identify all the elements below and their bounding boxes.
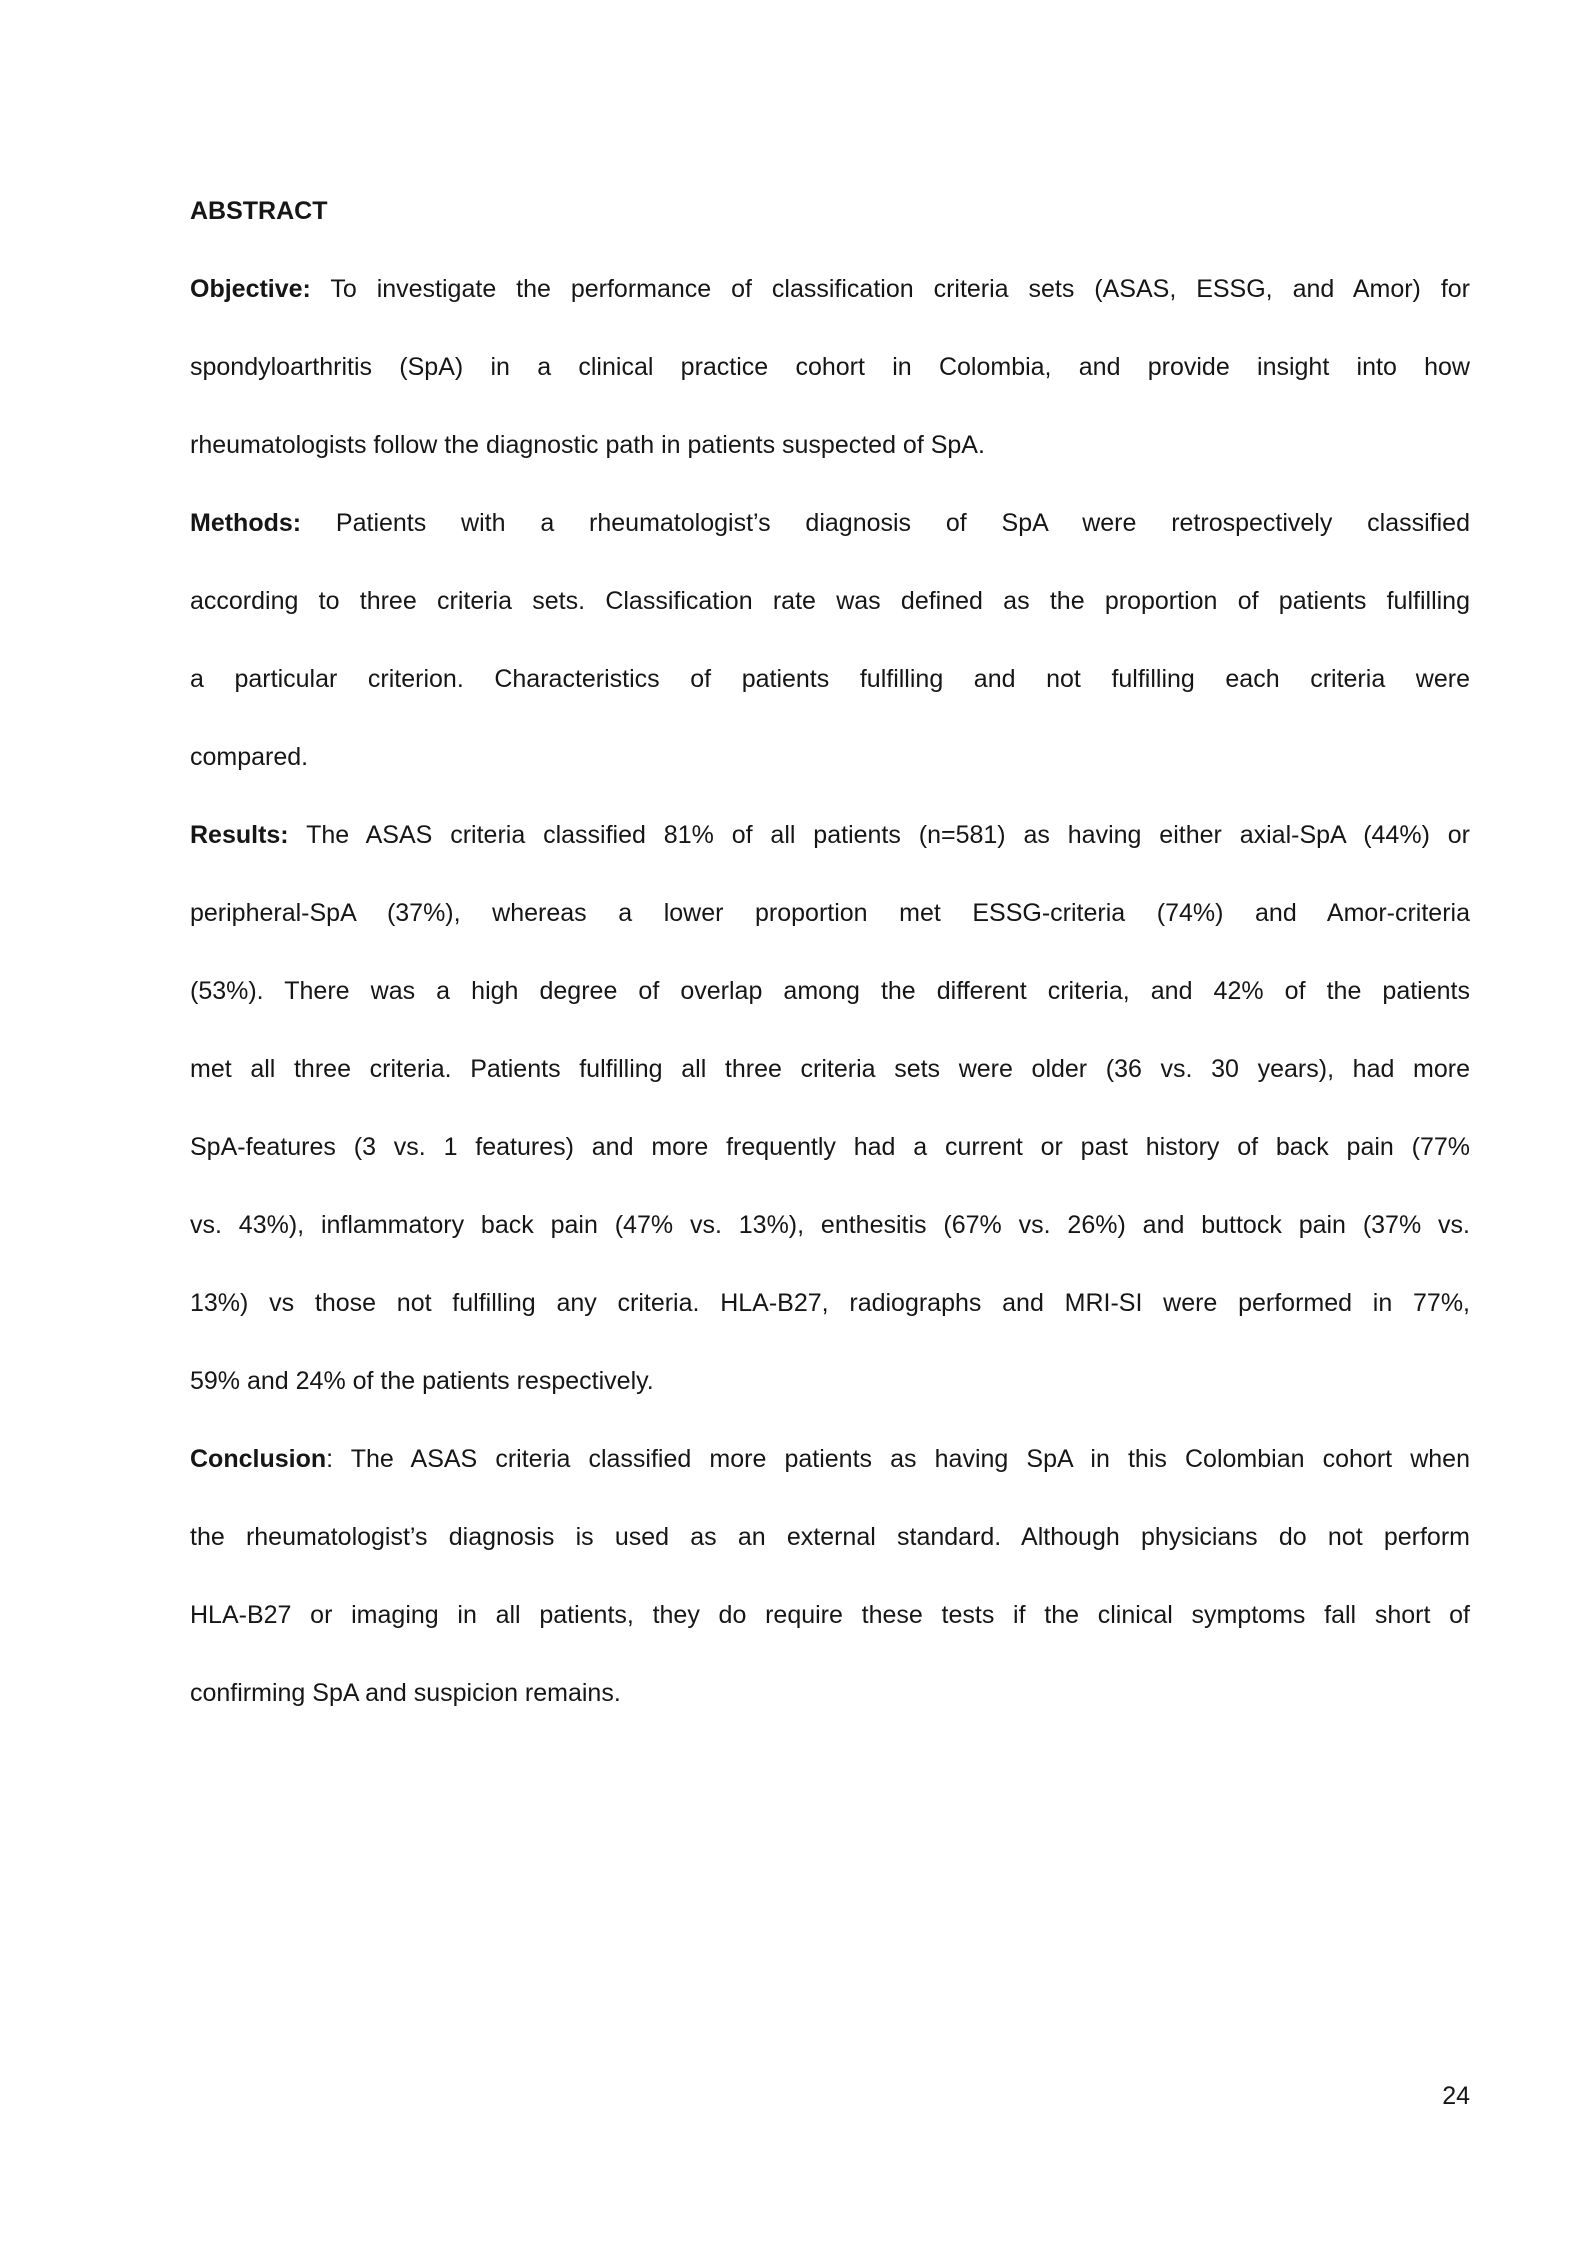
- text-line: [190, 1108, 1470, 1186]
- line-text: the rheumatologist’s diagnosis is used as an external standard. Although physicians do not perform: [190, 1523, 1470, 1551]
- text-line: [190, 874, 1470, 952]
- text-line: [190, 484, 1470, 562]
- text-line: [190, 718, 1470, 796]
- text-line: [190, 1264, 1470, 1342]
- paragraph-label: Conclusion: [190, 1445, 327, 1473]
- line-text: according to three criteria sets. Classification rate was defined as the proportion of patients fulfilling: [190, 587, 1470, 615]
- section-heading: ABSTRACT: [190, 197, 328, 225]
- line-text: SpA-features (3 vs. 1 features) and more frequently had a current or past history of back pain (77%: [190, 1133, 1470, 1161]
- line-text: spondyloarthritis (SpA) in a clinical practice cohort in Colombia, and provide insight into how: [190, 353, 1470, 381]
- text-line: [190, 562, 1470, 640]
- line-text: a particular criterion. Characteristics of patients fulfilling and not fulfilling each criteria were: [190, 665, 1470, 693]
- line-text: rheumatologists follow the diagnostic path in patients suspected of SpA.: [190, 431, 985, 459]
- line-text: met all three criteria. Patients fulfilling all three criteria sets were older (36 vs. 30 years), had more: [190, 1055, 1470, 1083]
- line-text: To investigate the performance of classification criteria sets (ASAS, ESSG, and Amor) for: [310, 275, 1470, 303]
- line-text: (53%). There was a high degree of overlap among the different criteria, and 42% of the patients: [190, 977, 1470, 1005]
- text-line: [190, 1420, 1470, 1498]
- text-line: [190, 1498, 1470, 1576]
- text-line: [190, 796, 1470, 874]
- text-line: [190, 1342, 1470, 1420]
- text-line: [190, 1030, 1470, 1108]
- paragraph-label: Objective:: [190, 275, 311, 303]
- text-line: [190, 1576, 1470, 1654]
- paragraph-label: Results:: [190, 821, 289, 849]
- abstract-section: [190, 172, 1470, 1732]
- text-line: [190, 406, 1470, 484]
- text-line: [190, 328, 1470, 406]
- line-text: The ASAS criteria classified 81% of all patients (n=581) as having either axial-SpA (44%) or: [288, 821, 1470, 849]
- line-text: HLA-B27 or imaging in all patients, they do require these tests if the clinical symptoms fall short of: [190, 1601, 1470, 1629]
- line-text: Patients with a rheumatologist’s diagnosis of SpA were retrospectively classified: [301, 509, 1470, 537]
- line-text: 13%) vs those not fulfilling any criteria. HLA-B27, radiographs and MRI-SI were performed in 77%,: [190, 1289, 1470, 1317]
- line-text: confirming SpA and suspicion remains.: [190, 1679, 621, 1707]
- line-text: vs. 43%), inflammatory back pain (47% vs. 13%), enthesitis (67% vs. 26%) and buttock pain (37% vs.: [190, 1211, 1470, 1239]
- paragraph-label: Methods:: [190, 509, 302, 537]
- text-line: [190, 250, 1470, 328]
- text-line: [190, 952, 1470, 1030]
- page-number: 24: [1442, 2082, 1470, 2110]
- line-text: 59% and 24% of the patients respectively.: [190, 1367, 654, 1395]
- text-line: [190, 1186, 1470, 1264]
- line-text: peripheral-SpA (37%), whereas a lower proportion met ESSG-criteria (74%) and Amor-criteria: [190, 899, 1470, 927]
- text-line: [190, 1654, 1470, 1732]
- text-line: [190, 640, 1470, 718]
- line-text: : The ASAS criteria classified more patients as having SpA in this Colombian cohort when: [326, 1445, 1470, 1473]
- line-text: compared.: [190, 743, 309, 771]
